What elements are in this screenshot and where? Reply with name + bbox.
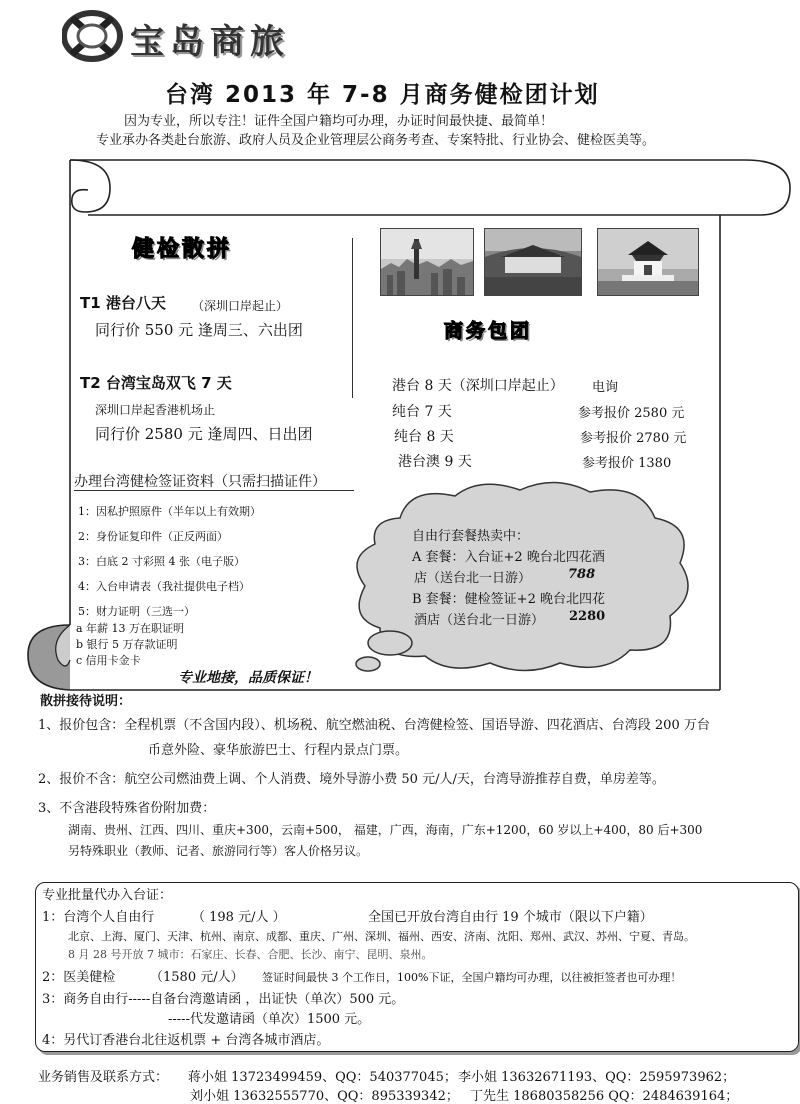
cloud-title: 自由行套餐热卖中：	[412, 529, 530, 544]
agency-item-2-price: （1580 元/人）	[150, 970, 244, 985]
notes-3-line1: 湖南、贵州、江西、四川、重庆+300，云南+500， 福建，广西，海南，广东+1200，60 岁以上+400，80 后+300	[68, 823, 703, 837]
notes-3: 3、不含港段特殊省份附加费：	[38, 801, 216, 816]
finance-item: b 银行 5 万存款证明	[76, 638, 178, 651]
business-row-price: 电询	[592, 380, 619, 395]
notes-3-line2: 另特殊职业（教师、记者、旅游同行等）客人价格另议。	[68, 844, 369, 858]
business-row-price: 参考报价 2580 元	[578, 406, 685, 421]
notes-title: 散拼接待说明：	[40, 694, 132, 709]
business-row-name: 港台 8 天（深圳口岸起止）	[392, 378, 564, 394]
divider-vertical	[352, 238, 353, 398]
contact-4: 丁先生 18680358256 QQ：2484639164；	[470, 1089, 739, 1104]
cloud-a-line1: A 套餐：入台证+2 晚台北四花酒	[412, 550, 605, 565]
t2-note: 深圳口岸起香港机场止	[95, 403, 216, 417]
finance-item: a 年薪 13 万在职证明	[76, 622, 185, 635]
business-row-price: 参考报价 2780 元	[580, 431, 687, 446]
business-row-name: 纯台 7 天	[392, 404, 452, 420]
t2-title: T2 台湾宝岛双飞 7 天	[80, 374, 232, 392]
doc-item: 1：因私护照原件（半年以上有效期）	[78, 505, 261, 518]
agency-item-3-line1: 3：商务自由行-----自备台湾邀请函 ，出证快（单次）500 元。	[42, 992, 405, 1007]
page-title: 台湾 2013 年 7-8 月商务健检团计划	[165, 82, 600, 108]
memorial-hall-photo	[597, 228, 699, 296]
contact-label: 业务销售及联系方式：	[38, 1070, 169, 1085]
finance-item: c 信用卡金卡	[76, 654, 141, 667]
agency-item-4: 4：另代订香港台北往返机票 + 台湾各城市酒店。	[42, 1033, 330, 1048]
business-row-name: 纯台 8 天	[394, 429, 454, 445]
notes-1-line1: 1、报价包含：全程机票（不含国内段）、机场税、航空燃油税、台湾健检签、国语导游、四花酒店、台湾段 200 万台	[38, 718, 710, 733]
contact-2: 李小姐 13632671193、QQ：2595973962；	[458, 1070, 736, 1085]
business-row-name: 港台澳 9 天	[398, 454, 472, 470]
business-heading: 商务包团	[444, 320, 533, 342]
cloud-b-line1: B 套餐：健检签证+2 晚台北四花	[412, 592, 605, 607]
docs-title: 办理台湾健检签证资料（只需扫描证件）	[74, 474, 326, 490]
agency-item-3-line2: -----代发邀请函（单次）1500 元。	[168, 1012, 371, 1027]
agency-cities: 北京、上海、厦门、天津、杭州、南京、成都、重庆、广州、深圳、福州、西安、济南、沈阳、郑州、武汉、苏州、宁夏、青岛。	[68, 930, 695, 943]
slogan: 专业地接，品质保证！	[178, 670, 318, 686]
agency-title: 专业批量代办入台证：	[42, 888, 173, 903]
taipei-skyline-photo	[380, 228, 474, 296]
agency-item-2-note: 签证时间最快 3 个工作日，100%下证，全国户籍均可办理，以往被拒签者也可办理！	[262, 971, 682, 984]
cloud-b-line2: 酒店（送台北一日游）	[414, 613, 545, 628]
contact-3: 刘小姐 13632555770、QQ：895339342；	[190, 1089, 459, 1104]
agency-item-2-name: 2：医美健检	[42, 970, 116, 985]
agency-item-1-name: 1：台湾个人自由行	[42, 910, 155, 925]
agency-cities-new: 8 月 28 号开放 7 城市：石家庄、长春、合肥、长沙、南宁、昆明、泉州。	[68, 948, 433, 961]
cloud-a-line2: 店（送台北一日游）	[414, 571, 532, 586]
t1-note: （深圳口岸起止）	[192, 299, 289, 313]
doc-item: 5：财力证明（三选一）	[78, 605, 195, 618]
intro-line-1: 因为专业，所以专注！证件全国户籍均可办理，办证时间最快捷、最简单！	[124, 114, 554, 129]
brand-name: 宝岛商旅	[130, 22, 290, 62]
agency-item-1-note: 全国已开放台湾自由行 19 个城市（限以下户籍）	[368, 910, 653, 925]
doc-item: 2：身份证复印件（正反两面）	[78, 530, 228, 543]
cloud-a-price: 788	[568, 567, 596, 582]
notes-1-line2: 币意外险、豪华旅游巴士、行程内景点门票。	[148, 743, 409, 758]
cloud-b-price: 2280	[569, 609, 606, 624]
notes-2: 2、报价不含：航空公司燃油费上调、个人消费、境外导游小费 50 元/人/天，台湾导游推荐自费，单房差等。	[38, 772, 665, 787]
business-row-price: 参考报价 1380	[582, 456, 672, 471]
t1-price: 同行价 550 元 逢周三、六出团	[95, 321, 303, 339]
grand-hotel-photo	[484, 228, 582, 296]
intro-line-2: 专业承办各类赴台旅游、政府人员及企业管理层公商务考查、专案特批、行业协会、健检医美等。	[96, 133, 656, 148]
health-heading: 健检散拼	[132, 237, 233, 262]
agency-item-1-price: （ 198 元/人 ）	[192, 910, 286, 925]
doc-item: 3：白底 2 寸彩照 4 张（电子版）	[78, 555, 245, 568]
contact-1: 蒋小姐 13723499459、QQ：540377045；	[188, 1070, 457, 1085]
t2-price: 同行价 2580 元 逢周四、日出团	[95, 425, 313, 443]
t1-title: T1 港台八天	[80, 294, 166, 312]
doc-item: 4：入台申请表（我社提供电子档）	[78, 580, 250, 593]
docs-title-underline	[74, 490, 354, 491]
